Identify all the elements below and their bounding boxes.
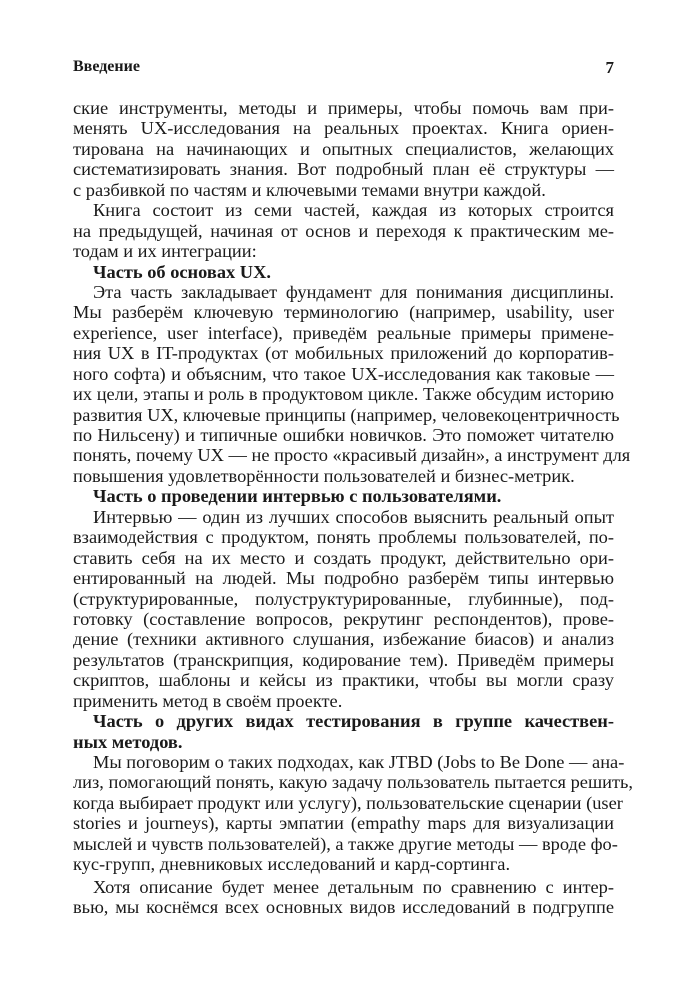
text-line: готовку (составление вопросов, рекрутинг респондентов), прове-: [73, 608, 614, 629]
running-header: [73, 58, 614, 82]
paragraph: [73, 877, 614, 918]
text-line: experience, user interface), приведём реальные примеры примене-: [73, 322, 614, 343]
text-line: скриптов, шаблоны и кейсы из практики, чтобы вы могли сразу: [73, 670, 614, 691]
text-line: взаимодействия с продуктом, понять проблемы пользователей, по-: [73, 527, 614, 548]
text-line: применить метод в своём проекте.: [73, 690, 343, 711]
heading-line: Часть о других видах тестирования в группе качествен-: [93, 711, 614, 732]
text-line: Эта часть закладывает фундамент для понимания дисциплины.: [93, 281, 614, 302]
paragraph: [73, 507, 614, 711]
text-line: stories и journeys), карты эмпатии (empathy maps для визуализации: [73, 813, 614, 834]
text-line: систематизировать знания. Вот подробный план её структуры —: [73, 159, 614, 180]
paragraph: [73, 752, 633, 875]
text-line: ские инструменты, методы и примеры, чтобы помочь вам при-: [73, 98, 614, 118]
text-line: тодам и их интеграции:: [73, 241, 257, 262]
text-line: их цели, этапы и роль в продуктовом цикле. Также обсудим историю: [73, 384, 614, 405]
section-heading: [73, 262, 614, 282]
paragraph: [73, 281, 631, 486]
text-line: тирована на начинающих и опытных специалистов, желающих: [73, 138, 614, 159]
text-line: на предыдущей, начиная от основ и переходя к практическим ме-: [73, 220, 614, 241]
text-line: кус-групп, дневниковых исследований и кард-сортинга.: [73, 854, 511, 875]
paragraph: [73, 98, 614, 200]
heading-line: ных методов.: [73, 731, 183, 752]
text-line: Книга состоит из семи частей, каждая из которых строится: [93, 200, 614, 221]
running-title: Введение: [73, 58, 140, 75]
text-line: Мы поговорим о таких подходах, как JTBD (Jobs to Be Done — ана-: [93, 752, 625, 772]
text-line: Интервью — один из лучших способов выяснить реальный опыт: [93, 506, 614, 527]
text-line: повышения удовлетворённости пользователей и бизнес-метрик.: [73, 465, 575, 486]
text-line: ставить себя на их место и создать продукт, действительно ори-: [73, 547, 614, 568]
heading-line: Часть о проведении интервью с пользователями.: [93, 486, 502, 507]
text-line: ния UX в IT-продуктах (от мобильных приложений до корпоратив-: [73, 343, 614, 364]
text-line: ентированный на людей. Мы подробно разберём типы интервью: [73, 568, 614, 589]
text-line: когда выбирает продукт или услугу), пользовательские сценарии (user: [73, 792, 623, 813]
text-line: ного софта) и объясним, что такое UX-исследования как таковые —: [73, 363, 614, 384]
page-body: [73, 98, 633, 918]
section-heading: [73, 486, 614, 506]
text-line: Хотя описание будет менее детальным по сравнению с интер-: [93, 876, 614, 897]
heading-line: Часть об основах UX.: [93, 261, 271, 282]
text-line: менять UX-исследования на реальных проектах. Книга ориен-: [73, 118, 614, 139]
text-line: развития UX, ключевые принципы (например, человекоцентричность: [73, 404, 620, 425]
text-line: лиз, помогающий понять, какую задачу пользователь пытается решить,: [73, 772, 633, 793]
paragraph: [73, 200, 614, 261]
text-line: дение (техники активного слушания, избежание биасов) и анализ: [73, 629, 614, 650]
page-number: 7: [605, 58, 614, 77]
section-heading: [73, 711, 614, 752]
text-line: с разбивкой по частям и ключевыми темами внутри каждой.: [73, 179, 546, 200]
text-line: по Нильсену) и типичные ошибки новичков. Это поможет читателю: [73, 425, 614, 445]
text-line: (структурированные, полуструктурированные, глубинные), под-: [73, 588, 614, 609]
text-line: понять, почему UX — не просто «красивый дизайн», а инструмент для: [73, 445, 631, 466]
text-line: результатов (транскрипция, кодирование тем). Приведём примеры: [73, 649, 614, 670]
text-line: вью, мы коснёмся всех основных видов исследований в подгруппе: [73, 897, 614, 918]
text-line: Мы разберём ключевую терминологию (например, usability, user: [73, 302, 614, 323]
text-line: мыслей и чувств пользователей), а также другие методы — вроде фо-: [73, 833, 618, 854]
